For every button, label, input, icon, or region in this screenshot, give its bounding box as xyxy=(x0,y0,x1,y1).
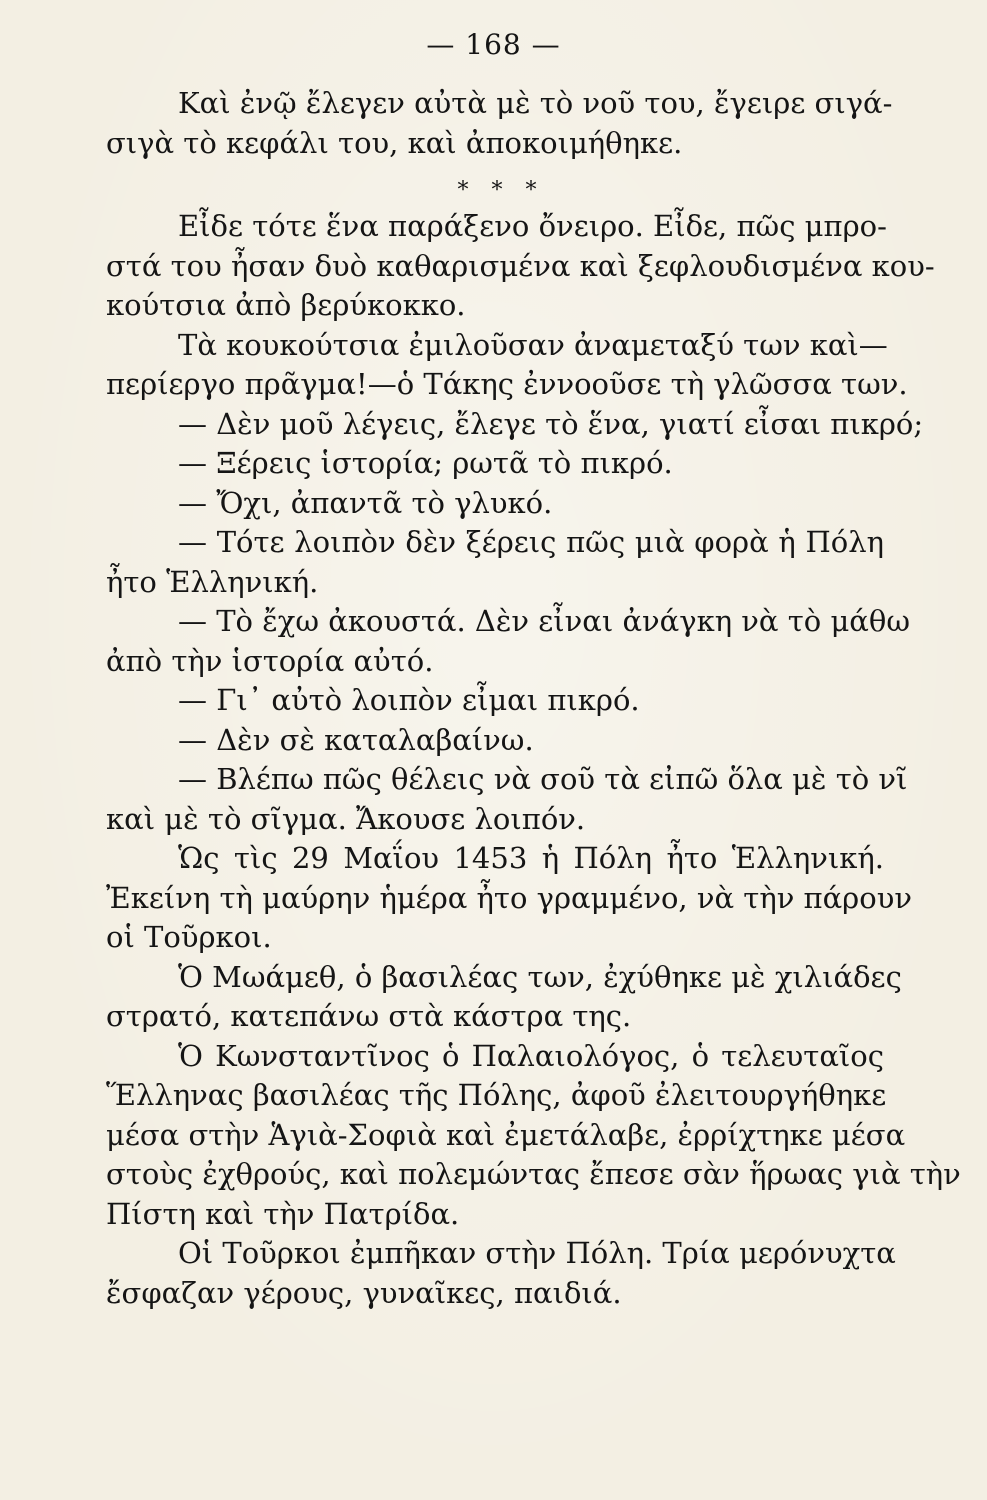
text-line: περίεργο πρᾶγμα!—ὁ Τάκης ἐννοοῦσε τὴ γλῶσσα των. xyxy=(106,367,908,401)
text-line: Ὁ Μωάμεθ, ὁ βασιλέας των, ἐχύθηκε μὲ χιλιάδες xyxy=(178,959,902,994)
text-line: στοὺς ἐχθρούς, καὶ πολεμώντας ἔπεσε σὰν ἥρωας γιὰ τὴν xyxy=(106,1157,961,1191)
text-line: καὶ μὲ τὸ σῖγμα. Ἄκουσε λοιπόν. xyxy=(106,801,586,836)
text-line: στρατό, κατεπάνω στὰ κάστρα της. xyxy=(106,999,632,1033)
text-line: Ἕλληνας βασιλέας τῆς Πόλης, ἀφοῦ ἐλειτουργήθηκε xyxy=(106,1078,887,1112)
dialogue-line: — Τὸ ἔχω ἀκουστά. Δὲν εἶναι ἀνάγκη νὰ τὸ μάθω xyxy=(178,604,910,638)
text-line: Οἱ Τοῦρκοι ἐμπῆκαν στὴν Πόλη. Τρία μερόνυχτα xyxy=(178,1236,896,1270)
text-line: μέσα στὴν Ἁγιὰ-Σοφιὰ καὶ ἐμετάλαβε, ἐρρίχτηκε μέσα xyxy=(106,1117,906,1152)
text-line: κούτσια ἀπὸ βερύκοκκο. xyxy=(106,288,466,322)
text-line: Τὰ κουκούτσια ἐμιλοῦσαν ἀναμεταξύ των καὶ— xyxy=(178,327,888,362)
text-line: Πίστη καὶ τὴν Πατρίδα. xyxy=(106,1196,460,1231)
text-line: Ὁ Κωνσταντῖνος ὁ Παλαιολόγος, ὁ τελευταῖος xyxy=(178,1038,884,1073)
text-line: Καὶ ἐνῷ ἔλεγεν αὐτὰ μὲ τὸ νοῦ του, ἔγειρε σιγά- xyxy=(178,86,893,120)
page-number: — 168 — xyxy=(426,28,561,61)
text-line: ἦτο Ἑλληνική. xyxy=(106,564,319,599)
text-line: Ἐκείνη τὴ μαύρην ἡμέρα ἦτο γραμμένο, νὰ τὴν πάρουν xyxy=(106,880,912,915)
text-line: ἀπὸ τὴν ἱστορία αὐτό. xyxy=(106,643,434,678)
dialogue-line: — Δὲν σὲ καταλαβαίνω. xyxy=(178,722,534,757)
section-separator: * * * xyxy=(457,178,545,203)
text-line: Εἶδε τότε ἕνα παράξενο ὄνειρο. Εἶδε, πῶς μπρο- xyxy=(178,209,887,243)
dialogue-line: — Βλέπω πῶς θέλεις νὰ σοῦ τὰ εἰπῶ ὅλα μὲ τὸ νῖ xyxy=(178,762,908,796)
dialogue-line: — Ξέρεις ἱστορία; ρωτᾶ τὸ πικρό. xyxy=(178,446,673,480)
text-line: σιγὰ τὸ κεφάλι του, καὶ ἀποκοιμήθηκε. xyxy=(106,125,683,160)
text-line: Ὡς τὶς 29 Μαΐου 1453 ἡ Πόλη ἦτο Ἑλληνική. xyxy=(178,841,884,875)
dialogue-line: — Τότε λοιπὸν δὲν ξέρεις πῶς μιὰ φορὰ ἡ Πόλη xyxy=(178,525,884,559)
body-text xyxy=(106,84,961,1313)
dialogue-line: — Ὄχι, ἀπαντᾶ τὸ γλυκό. xyxy=(178,485,553,520)
dialogue-line: — Δὲν μοῦ λέγεις, ἔλεγε τὸ ἕνα, γιατί εἶσαι πικρό; xyxy=(178,406,924,441)
text-line: οἱ Τοῦρκοι. xyxy=(106,920,272,954)
text-line: ἔσφαζαν γέρους, γυναῖκες, παιδιά. xyxy=(106,1275,622,1310)
dialogue-line: — Γι᾽ αὐτὸ λοιπὸν εἶμαι πικρό. xyxy=(178,683,640,717)
text-line: στά του ἦσαν δυὸ καθαρισμένα καὶ ξεφλουδισμένα κου- xyxy=(106,248,935,283)
